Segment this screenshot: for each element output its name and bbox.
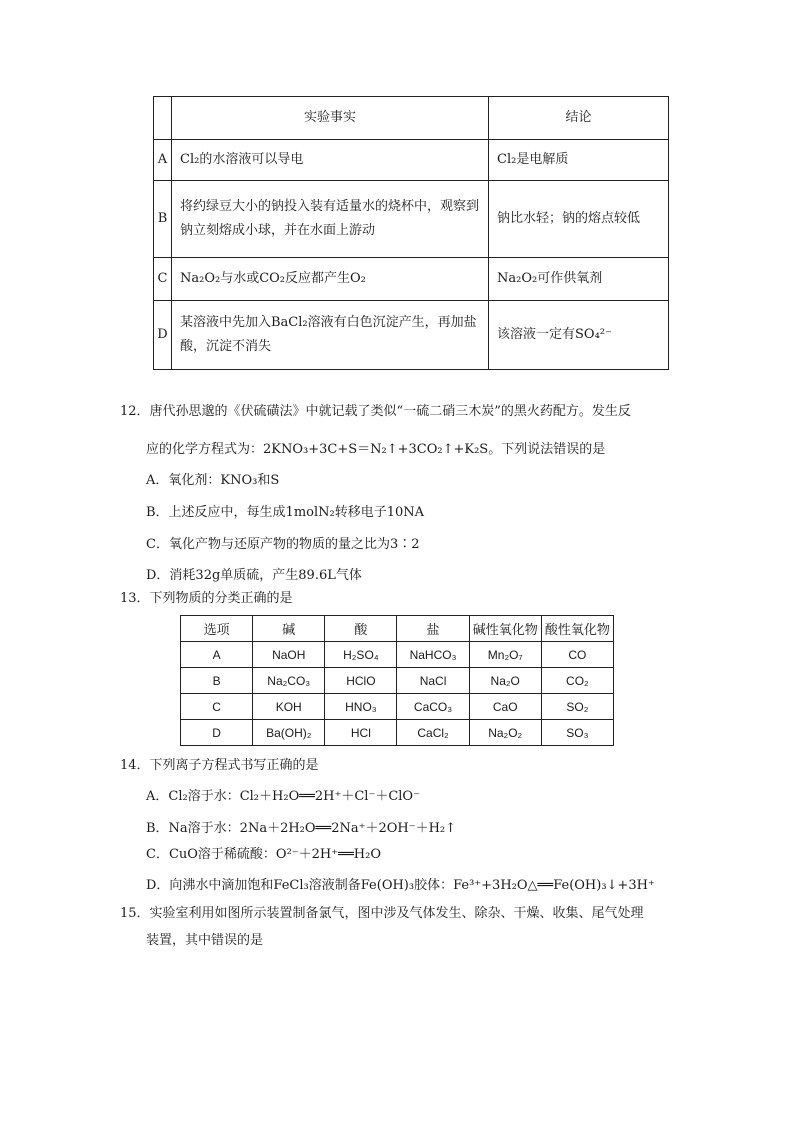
- cell: CaCO₃: [397, 694, 469, 720]
- conclusion-cell: 该溶液一定有SO₄²⁻: [489, 301, 669, 370]
- cell: Na₂O₂: [469, 720, 541, 746]
- cell: Na₂CO₃: [253, 668, 325, 694]
- classification-table: [180, 615, 614, 746]
- table-row: [181, 720, 614, 746]
- cell: B: [181, 668, 253, 694]
- cell: SO₂: [541, 694, 613, 720]
- table-row: [181, 642, 614, 668]
- cell: NaCl: [397, 668, 469, 694]
- cell: D: [181, 720, 253, 746]
- q12-option-c: C．氧化产物与还原产物的物质的量之比为3∶2: [146, 537, 420, 552]
- cell: CaO: [469, 694, 541, 720]
- cell: HClO: [325, 668, 397, 694]
- cell: CO₂: [541, 668, 613, 694]
- cell: Mn₂O₇: [469, 642, 541, 668]
- table-row: [154, 140, 669, 181]
- row-label: B: [154, 181, 172, 258]
- fact-cell: 将约绿豆大小的钠投入装有适量水的烧杯中，观察到钠立刻熔成小球，并在水面上游动: [172, 181, 489, 258]
- conclusion-cell: 钠比水轻；钠的熔点较低: [489, 181, 669, 258]
- table2-header: 酸性氧化物: [541, 616, 613, 642]
- q15-stem-line2: 装置，其中错误的是: [146, 933, 264, 948]
- table2-header: 碱: [253, 616, 325, 642]
- cell: KOH: [253, 694, 325, 720]
- cell: SO₃: [541, 720, 613, 746]
- table-row: [181, 694, 614, 720]
- row-label: C: [154, 258, 172, 301]
- cell: H₂SO₄: [325, 642, 397, 668]
- fact-cell: 某溶液中先加入BaCl₂溶液有白色沉淀产生，再加盐酸，沉淀不消失: [172, 301, 489, 370]
- row-label: A: [154, 140, 172, 181]
- cell: Na₂O: [469, 668, 541, 694]
- table-row: [154, 301, 669, 370]
- cell: HNO₃: [325, 694, 397, 720]
- cell: C: [181, 694, 253, 720]
- fact-cell: Cl₂的水溶液可以导电: [172, 140, 489, 181]
- table-row: [154, 258, 669, 301]
- experiment-table: [153, 96, 669, 370]
- conclusion-cell: Na₂O₂可作供氧剂: [489, 258, 669, 301]
- q15-stem-line1: 15．实验室利用如图所示装置制备氯气，图中涉及气体发生、除杂、干燥、收集、尾气处理: [120, 906, 644, 921]
- table1-header-conclusion: 结论: [489, 97, 669, 140]
- cell: A: [181, 642, 253, 668]
- cell: CO: [541, 642, 613, 668]
- table2-header: 碱性氧化物: [469, 616, 541, 642]
- fact-cell: Na₂O₂与水或CO₂反应都产生O₂: [172, 258, 489, 301]
- table2-header: 酸: [325, 616, 397, 642]
- row-label: D: [154, 301, 172, 370]
- cell: NaHCO₃: [397, 642, 469, 668]
- table1-header-fact: 实验事实: [172, 97, 489, 140]
- cell: CaCl₂: [397, 720, 469, 746]
- q12-option-d: D．消耗32g单质硫，产生89.6L气体: [146, 568, 362, 583]
- cell: HCl: [325, 720, 397, 746]
- table-row: [181, 668, 614, 694]
- table2-header: 盐: [397, 616, 469, 642]
- q14-option-d: D．向沸水中滴加饱和FeCl₃溶液制备Fe(OH)₃胶体：Fe³⁺+3H₂O△══Fe(OH)₃↓+3H⁺: [146, 878, 655, 893]
- q14-stem: 14．下列离子方程式书写正确的是: [120, 758, 319, 773]
- table2-header: 选项: [181, 616, 253, 642]
- cell: NaOH: [253, 642, 325, 668]
- table1-header-blank: [154, 97, 172, 140]
- q14-option-a: A．Cl₂溶于水：Cl₂＋H₂O══2H⁺＋Cl⁻＋ClO⁻: [146, 789, 420, 804]
- q13-stem: 13．下列物质的分类正确的是: [120, 591, 293, 606]
- conclusion-cell: Cl₂是电解质: [489, 140, 669, 181]
- q14-option-c: C．CuO溶于稀硫酸：O²⁻＋2H⁺══H₂O: [146, 847, 381, 862]
- table-row: [154, 181, 669, 258]
- q12-stem-line1: 12．唐代孙思邈的《伏硫磺法》中就记载了类似“一硫二硝三木炭”的黑火药配方。发生反: [120, 404, 631, 419]
- q12-option-b: B．上述反应中，每生成1molN₂转移电子10NA: [146, 505, 425, 520]
- q12-option-a: A．氧化剂：KNO₃和S: [146, 473, 280, 488]
- q12-stem-line2: 应的化学方程式为：2KNO₃+3C+S＝N₂↑+3CO₂↑+K₂S。下列说法错误的是: [146, 442, 606, 457]
- cell: Ba(OH)₂: [253, 720, 325, 746]
- q14-option-b: B．Na溶于水：2Na＋2H₂O══2Na⁺＋2OH⁻＋H₂↑: [146, 821, 457, 836]
